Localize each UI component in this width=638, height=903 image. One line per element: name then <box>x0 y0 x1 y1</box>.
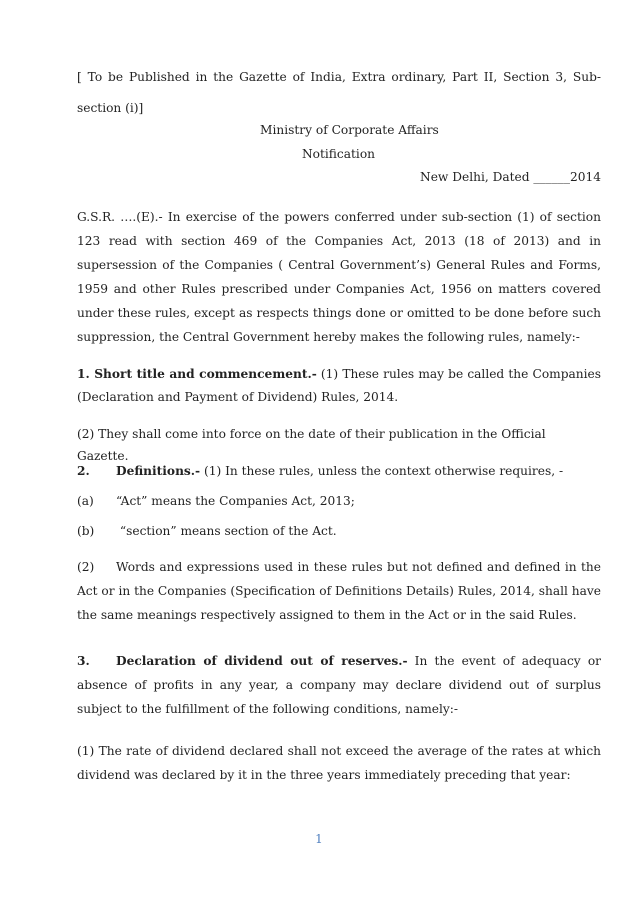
preamble-line: supersession of the Companies ( Central Government’s) General Rules and Forms, <box>77 258 601 272</box>
rule-2-subrule-2-line-3: the same meanings respectively assigned to them in the Act or in the said Rules. <box>77 608 577 622</box>
ministry-title: Ministry of Corporate Affairs <box>260 123 439 137</box>
rule-3-number: 3. <box>77 654 90 668</box>
preamble-line: under these rules, except as respects things done or omitted to be done before such <box>77 306 601 320</box>
rule-2-item-b <box>77 520 601 542</box>
gazette-line-2: section (i)] <box>77 101 144 115</box>
rule-3-line-2: absence of profits in any year, a company may declare dividend out of surplus <box>77 678 601 692</box>
dated-line: New Delhi, Dated ______2014 <box>420 170 601 184</box>
rule-2-intro <box>77 460 601 482</box>
rule-2-subrule-2-line-2: Act or in the Companies (Specification of Definitions Details) Rules, 2014, shall have <box>77 584 601 598</box>
rule-2-heading: Definitions.- <box>116 464 201 478</box>
rule-2-item-a <box>77 490 601 512</box>
rule-2-intro-text: (1) In these rules, unless the context otherwise requires, - <box>200 464 564 478</box>
rule-3-text: In the event of adequacy or <box>407 654 601 668</box>
rule-1-heading: 1. Short title and commencement.- <box>77 367 317 381</box>
item-b-label: (b) <box>77 524 95 538</box>
rule-2-subrule-2-line-1 <box>77 556 601 578</box>
item-a-label: (a) <box>77 494 94 508</box>
page-number: 1 <box>315 832 323 846</box>
item-a-text: “Act” means the Companies Act, 2013; <box>116 494 355 508</box>
rule-1-text: (1) These rules may be called the Companies <box>316 367 601 381</box>
preamble-line: 123 read with section 469 of the Companies Act, 2013 (18 of 2013) and in <box>77 234 601 248</box>
rule-3-heading: Declaration of dividend out of reserves.- <box>116 654 408 668</box>
rule-2-number: 2. <box>77 464 90 478</box>
notification-title: Notification <box>302 147 376 161</box>
rule-1-subrule-2: (2) They shall come into force on the date of their publication in the Official Gazette. <box>77 427 546 463</box>
preamble-line: G.S.R. ….(E).- In exercise of the powers conferred under sub-section (1) of section <box>77 210 601 224</box>
rule-1-line-2: (Declaration and Payment of Dividend) Rules, 2014. <box>77 390 399 404</box>
gazette-line-1: [ To be Published in the Gazette of India, Extra ordinary, Part II, Section 3, Sub- <box>77 70 601 84</box>
rule-3-line-3: subject to the fulfillment of the following conditions, namely:- <box>77 702 458 716</box>
rule-3-condition-1-line-2: dividend was declared by it in the three years immediately preceding that year: <box>77 768 571 782</box>
rule-3-line-1 <box>77 650 601 672</box>
subrule-2-label: (2) <box>77 560 95 574</box>
preamble-line: suppression, the Central Government hereby makes the following rules, namely:- <box>77 330 580 344</box>
item-b-text: “section” means section of the Act. <box>116 524 337 538</box>
rule-1-line-1 <box>77 363 601 385</box>
subrule-2-text: Words and expressions used in these rules but not defined and defined in the <box>116 560 601 574</box>
preamble-line: 1959 and other Rules prescribed under Companies Act, 1956 on matters covered <box>77 282 601 296</box>
rule-3-condition-1-line-1: (1) The rate of dividend declared shall not exceed the average of the rates at which <box>77 744 601 758</box>
